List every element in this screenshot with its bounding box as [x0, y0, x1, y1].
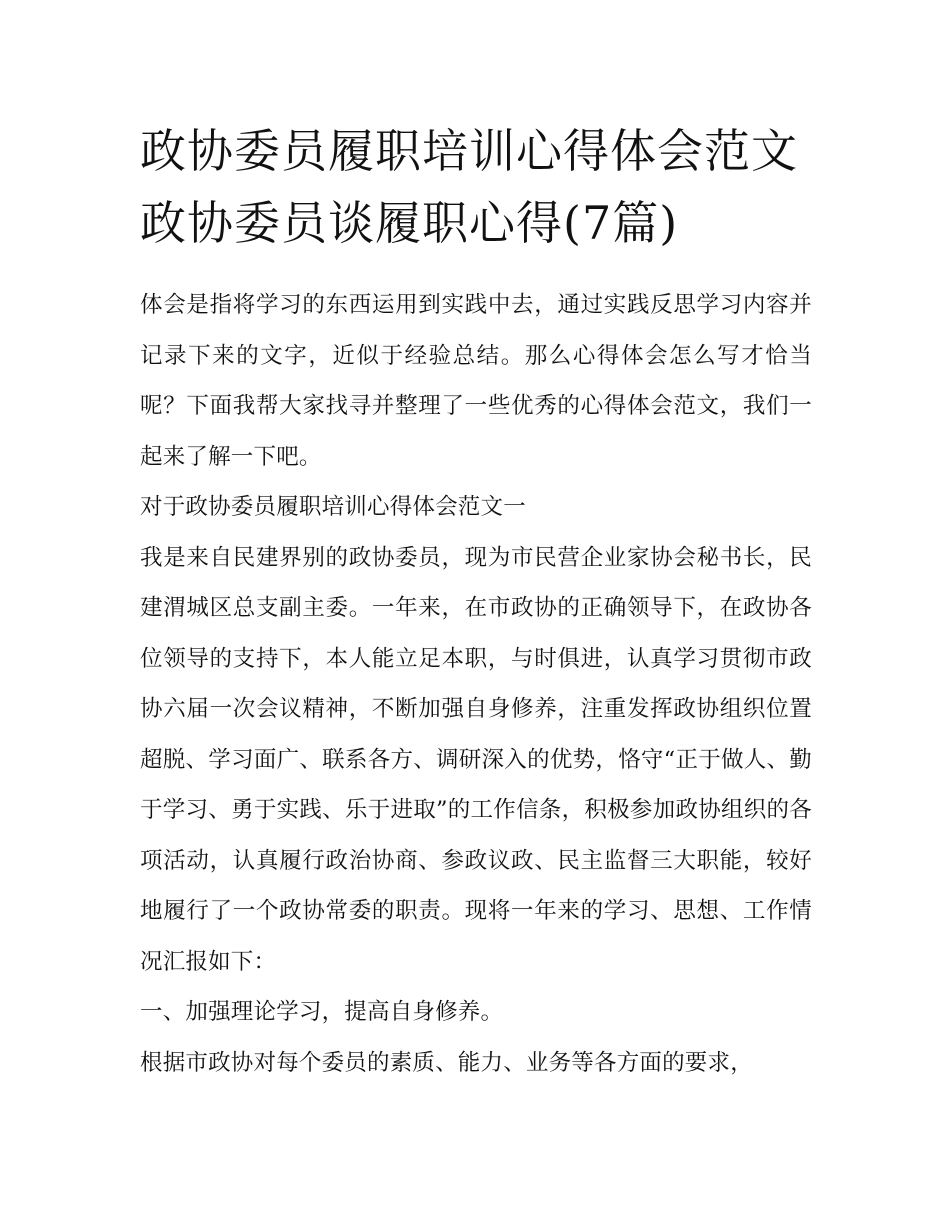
paragraph-intro: 体会是指将学习的东西运用到实践中去，通过实践反思学习内容并记录下来的文字，近似于经验总结。那么心得体会怎么写才恰当呢？下面我帮大家找寻并整理了一些优秀的心得体会范文，我们一起来了解一下吧。: [140, 292, 812, 470]
subsection-heading: 一、加强理论学习，提高自身修养。: [140, 999, 504, 1025]
document-title: 政协委员履职培训心得体会范文 政协委员谈履职心得(7篇): [140, 124, 798, 250]
paragraph-body: 我是来自民建界别的政协委员，现为市民营企业家协会秘书长，民建渭城区总支副主委。一年来，在市政协的正确领导下，在政协各位领导的支持下，本人能立足本职，与时俱进，认真学习贯彻市政协六届一次会议精神，不断加强自身修养，注重发挥政协组织位置超脱、学习面广、联系各方、调研深入的优势，恪守“正于做人、勤于学习、勇于实践、乐于进取”的工作信条，积极参加政协组织的各项活动，认真履行政治协商、参政议政、民主监督三大职能，较好地履行了一个政协常委的职责。现将一年来的学习、思想、工作情况汇报如下：: [140, 544, 812, 975]
paragraph-continued: 根据市政协对每个委员的素质、能力、业务等各方面的要求，: [140, 1049, 753, 1076]
section-heading: 对于政协委员履职培训心得体会范文一: [140, 494, 526, 520]
document-body: [140, 280, 812, 1088]
